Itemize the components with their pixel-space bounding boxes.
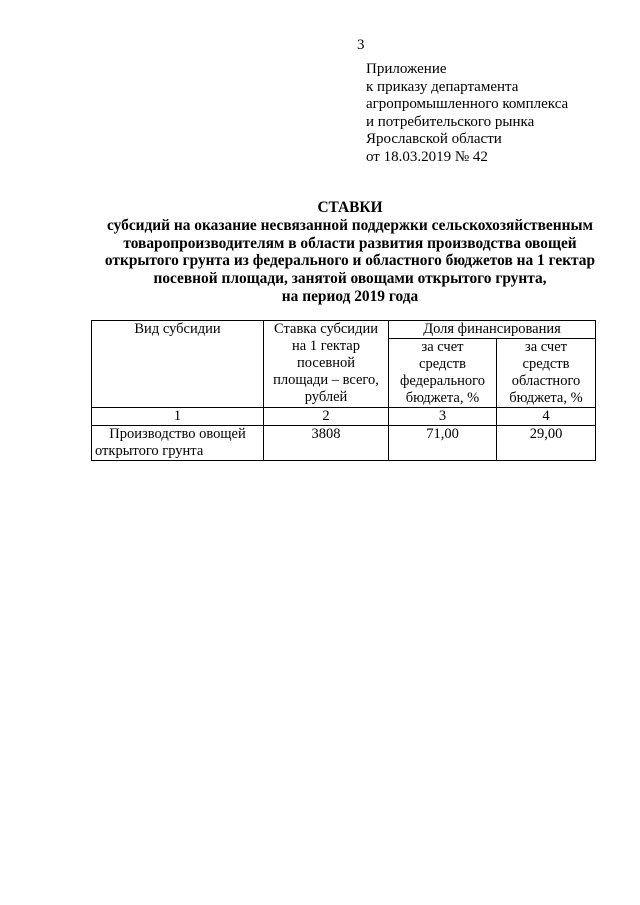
header-rate (264, 321, 389, 408)
table-header-row (92, 321, 596, 339)
header-subsidy-type (92, 321, 264, 408)
header-regional-line: средств (522, 356, 570, 372)
cell-federal-share: 71,00 (389, 426, 497, 461)
header-financing-share-label: Доля финансирования (423, 321, 561, 337)
appendix-block (366, 61, 568, 166)
header-federal-line: бюджета, % (405, 390, 480, 406)
appendix-line: Ярославской области (366, 131, 502, 147)
column-number: 2 (264, 408, 389, 426)
page-number: 3 (357, 37, 365, 53)
column-number: 1 (92, 408, 264, 426)
header-regional-line: бюджета, % (509, 390, 583, 406)
heading-line: открытого грунта из федерального и областного бюджетов на 1 гектар (104, 252, 596, 270)
header-federal-line: за счет (421, 339, 464, 355)
cell-subsidy-type-line: Производство овощей (109, 426, 246, 442)
subsidy-rates-table (91, 320, 596, 461)
appendix-line: и потребительского рынка (366, 113, 535, 130)
header-federal-share (389, 339, 497, 408)
heading-line: субсидий на оказание несвязанной поддержки сельскохозяйственным (107, 216, 593, 234)
cell-subsidy-type (92, 426, 264, 461)
header-regional-line: областного (511, 373, 581, 389)
appendix-line: от 18.03.2019 № 42 (366, 148, 488, 165)
column-number: 4 (497, 408, 596, 426)
heading-line: на период 2019 года (281, 287, 419, 305)
header-rate-line: посевной (296, 355, 356, 371)
heading-line: товаропроизводителям в области развития производства овощей (123, 234, 577, 252)
cell-regional-share: 29,00 (497, 426, 596, 461)
header-rate-line: площади – всего, (273, 372, 379, 388)
document-title: СТАВКИ (317, 199, 383, 216)
heading-line: посевной площади, занятой овощами открытого грунта, (153, 270, 547, 288)
appendix-line: агропромышленного комплекса (366, 96, 569, 112)
header-federal-line: федерального (400, 373, 485, 389)
column-numbers-row (92, 408, 596, 426)
cell-rate: 3808 (264, 426, 389, 461)
header-regional-share (497, 339, 596, 408)
column-number: 3 (389, 408, 497, 426)
header-regional-line: за счет (525, 339, 567, 355)
header-rate-line: Ставка субсидии (274, 321, 378, 337)
appendix-line: к приказу департамента (366, 78, 519, 95)
header-federal-line: средств (419, 356, 466, 372)
appendix-line: Приложение (366, 61, 447, 77)
header-rate-line: рублей (304, 389, 348, 405)
header-rate-line: на 1 гектар (292, 338, 360, 354)
header-subsidy-type-label: Вид субсидии (134, 321, 221, 337)
cell-subsidy-type-line: открытого грунта (95, 443, 204, 459)
table-row (92, 426, 596, 461)
document-heading (60, 199, 640, 306)
header-financing-share (389, 321, 596, 339)
